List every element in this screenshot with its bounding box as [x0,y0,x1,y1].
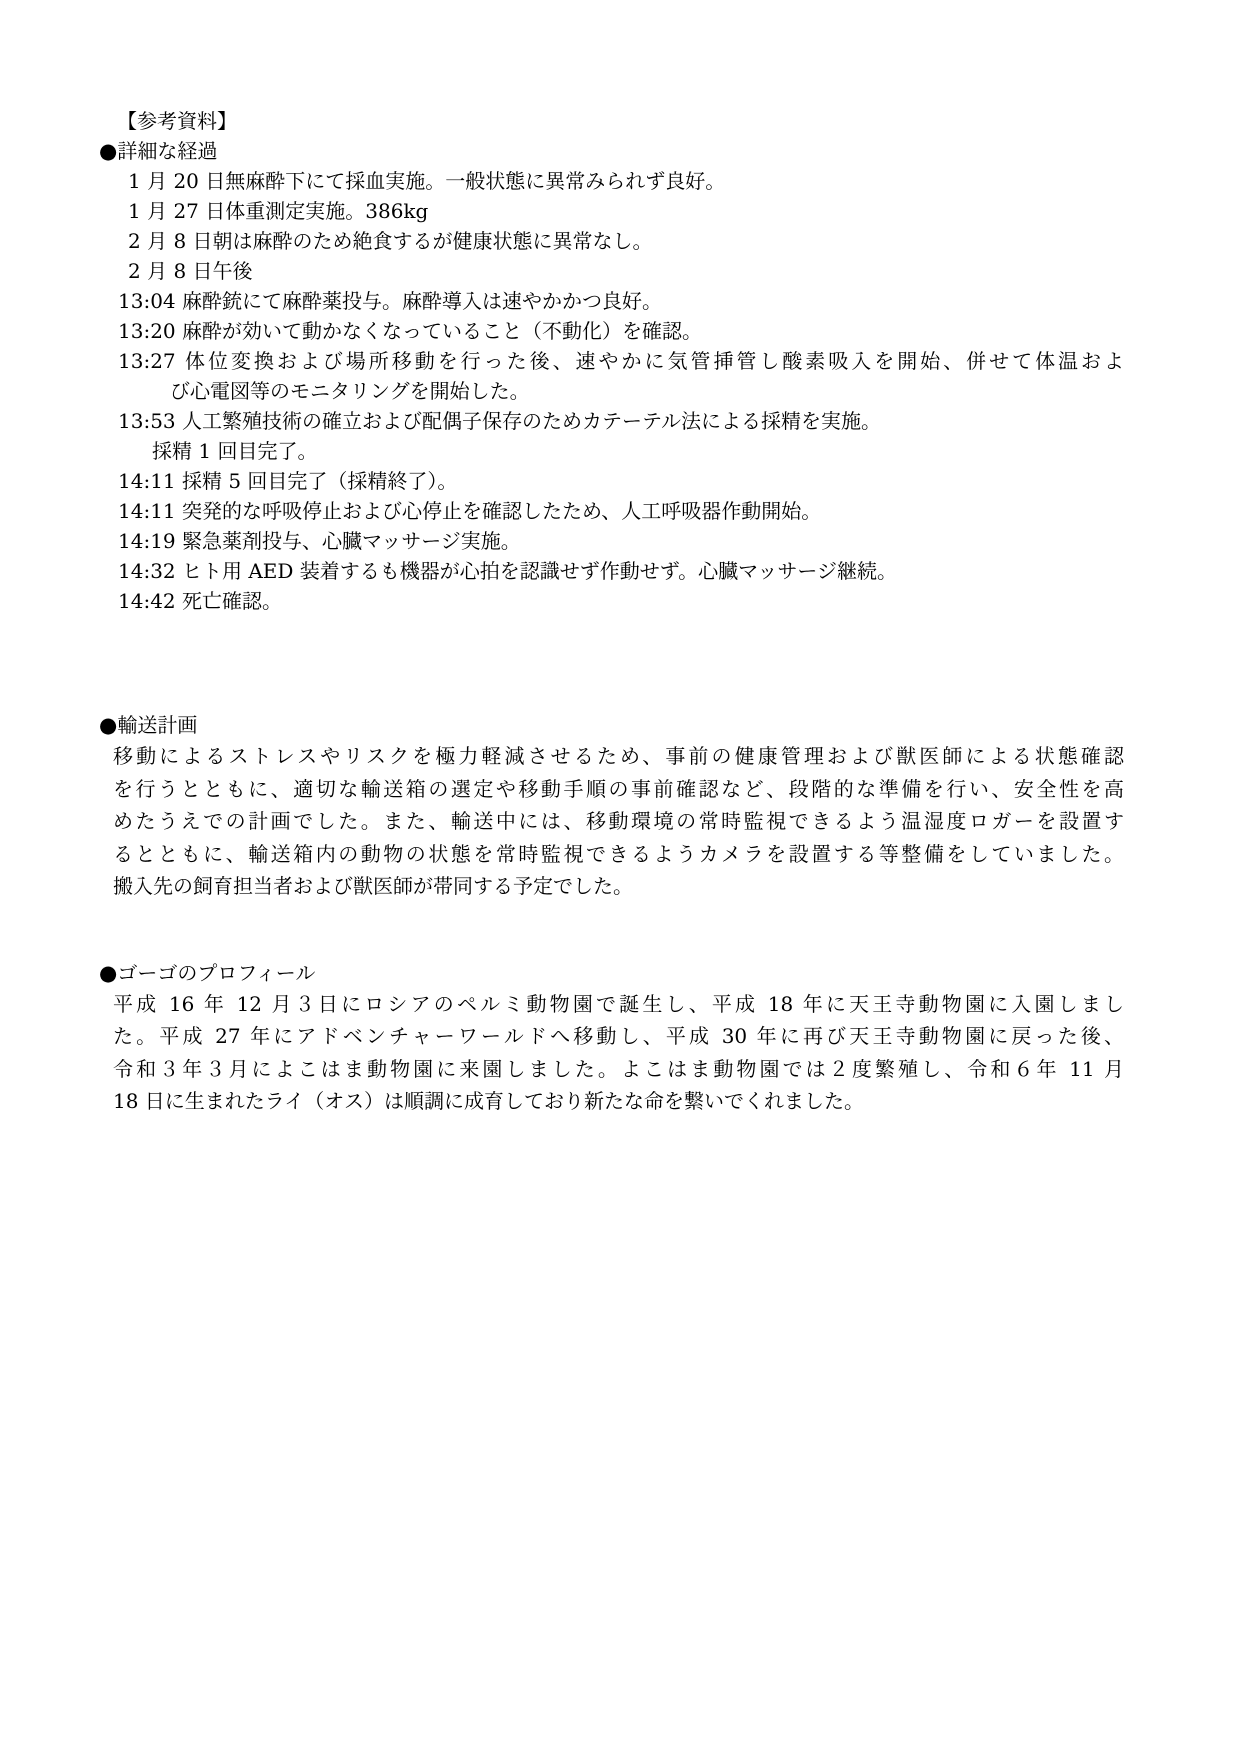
paragraph-line: た。平成 27 年にアドベンチャーワールドへ移動し、平成 30 年に再び天王寺動物園に戻った後、 [113,1024,1124,1048]
timeline-line: 14:32 ヒト用 AED 装着するも機器が心拍を認識せず作動せず。心臓マッサージ継続。 [118,559,897,583]
transport-paragraph [113,740,1124,903]
paragraph-line: 搬入先の飼育担当者および獣医師が帯同する予定でした。 [113,874,633,898]
paragraph-line: 18 日に生まれたライ（オス）は順調に成育しており新たな命を繋いでくれました。 [113,1089,865,1113]
paragraph-line: 平成 16 年 12 月３日にロシアのペルミ動物園で誕生し、平成 18 年に天王寺動物園に入園しまし [113,991,1124,1016]
timeline-line: 2 月 8 日午後 [128,259,253,283]
bullet-icon: ● [99,139,118,163]
timeline-line: 1 月 20 日無麻酔下にて採血実施。一般状態に異常みられず良好。 [128,169,726,193]
timeline-line: 1 月 27 日体重測定実施。386kg [128,199,429,223]
paragraph-line: めたうえでの計画でした。また、輸送中には、移動環境の常時監視できるよう温湿度ロガーを設置す [113,809,1124,833]
timeline-line: 13:04 麻酔銃にて麻酔薬投与。麻酔導入は速やかかつ良好。 [118,289,662,313]
profile-paragraph [113,988,1124,1118]
doc-title: 【参考資料】 [117,109,237,133]
bullet-icon: ● [99,713,118,737]
bullet-icon: ● [99,960,118,985]
timeline-line: 14:11 採精 5 回目完了（採精終了）。 [118,469,458,493]
timeline-line: 2 月 8 日朝は麻酔のため絶食するが健康状態に異常なし。 [128,229,653,253]
section-heading-profile-label: ゴーゴのプロフィール [117,960,316,985]
timeline-line-continuation: 採精 1 回目完了。 [152,439,318,463]
timeline-line: 13:20 麻酔が効いて動かなくなっていること（不動化）を確認。 [118,319,702,343]
paragraph-line: るとともに、輸送箱内の動物の状態を常時監視できるようカメラを設置する等整備をしていました。 [113,841,1124,866]
section-heading-profile [99,958,1241,988]
paragraph-line: 移動によるストレスやリスクを極力軽減させるため、事前の健康管理および獣医師による状態確認 [113,744,1124,768]
paragraph-line: を行うとともに、適切な輸送箱の選定や移動手順の事前確認など、段階的な準備を行い、安全性を高 [113,776,1124,801]
section-heading-course-label: 詳細な経過 [117,139,218,163]
timeline-line-continuation: び心電図等のモニタリングを開始した。 [170,379,530,403]
timeline-line: 14:19 緊急薬剤投与、心臓マッサージ実施。 [118,529,521,553]
section-heading-transport-label: 輸送計画 [117,713,198,737]
paragraph-line: 令和３年３月によこはま動物園に来園しました。よこはま動物園では２度繁殖し、令和６年 11 月 [113,1056,1124,1081]
timeline-line: 13:53 人工繁殖技術の確立および配偶子保存のためカテーテル法による採精を実施。 [118,409,881,433]
section-heading-transport [99,710,1241,740]
timeline-line: 14:11 突発的な呼吸停止および心停止を確認したため、人工呼吸器作動開始。 [118,499,822,523]
timeline-line: 14:42 死亡確認。 [118,589,282,613]
section-heading-course [99,136,1241,166]
timeline-line: 13:27 体位変換および場所移動を行った後、速やかに気管挿管し酸素吸入を開始、併せて体温およ [118,349,1124,373]
